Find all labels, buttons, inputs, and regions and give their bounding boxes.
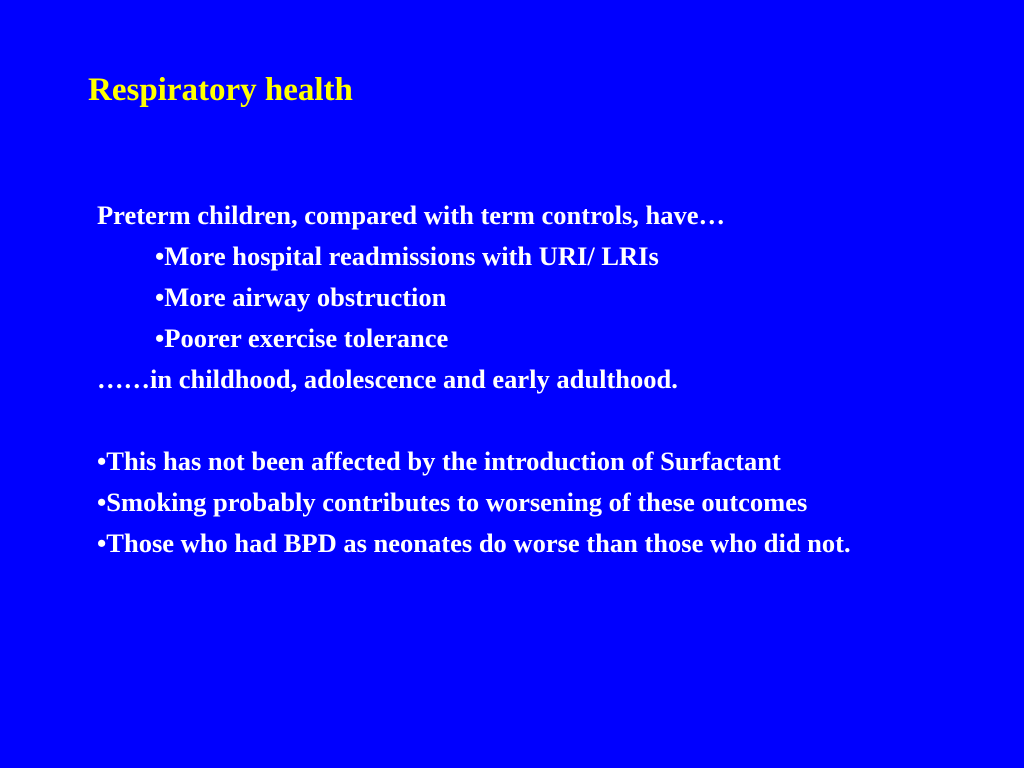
intro-closing: ……in childhood, adolescence and early adulthood.	[97, 364, 678, 394]
intro-bullet: •More airway obstruction	[155, 282, 447, 312]
slide-title: Respiratory health	[88, 72, 353, 108]
point-item: •Those who had BPD as neonates do worse than those who did not.	[97, 528, 851, 558]
intro-bullet: •Poorer exercise tolerance	[155, 323, 449, 353]
point-item: •This has not been affected by the introduction of Surfactant	[97, 446, 781, 476]
intro-lead: Preterm children, compared with term controls, have…	[97, 200, 726, 230]
point-item: •Smoking probably contributes to worsening of these outcomes	[97, 487, 808, 517]
slide-body	[97, 195, 917, 564]
intro-bullet: •More hospital readmissions with URI/ LRIs	[155, 241, 659, 271]
paragraph-spacer	[97, 400, 917, 441]
